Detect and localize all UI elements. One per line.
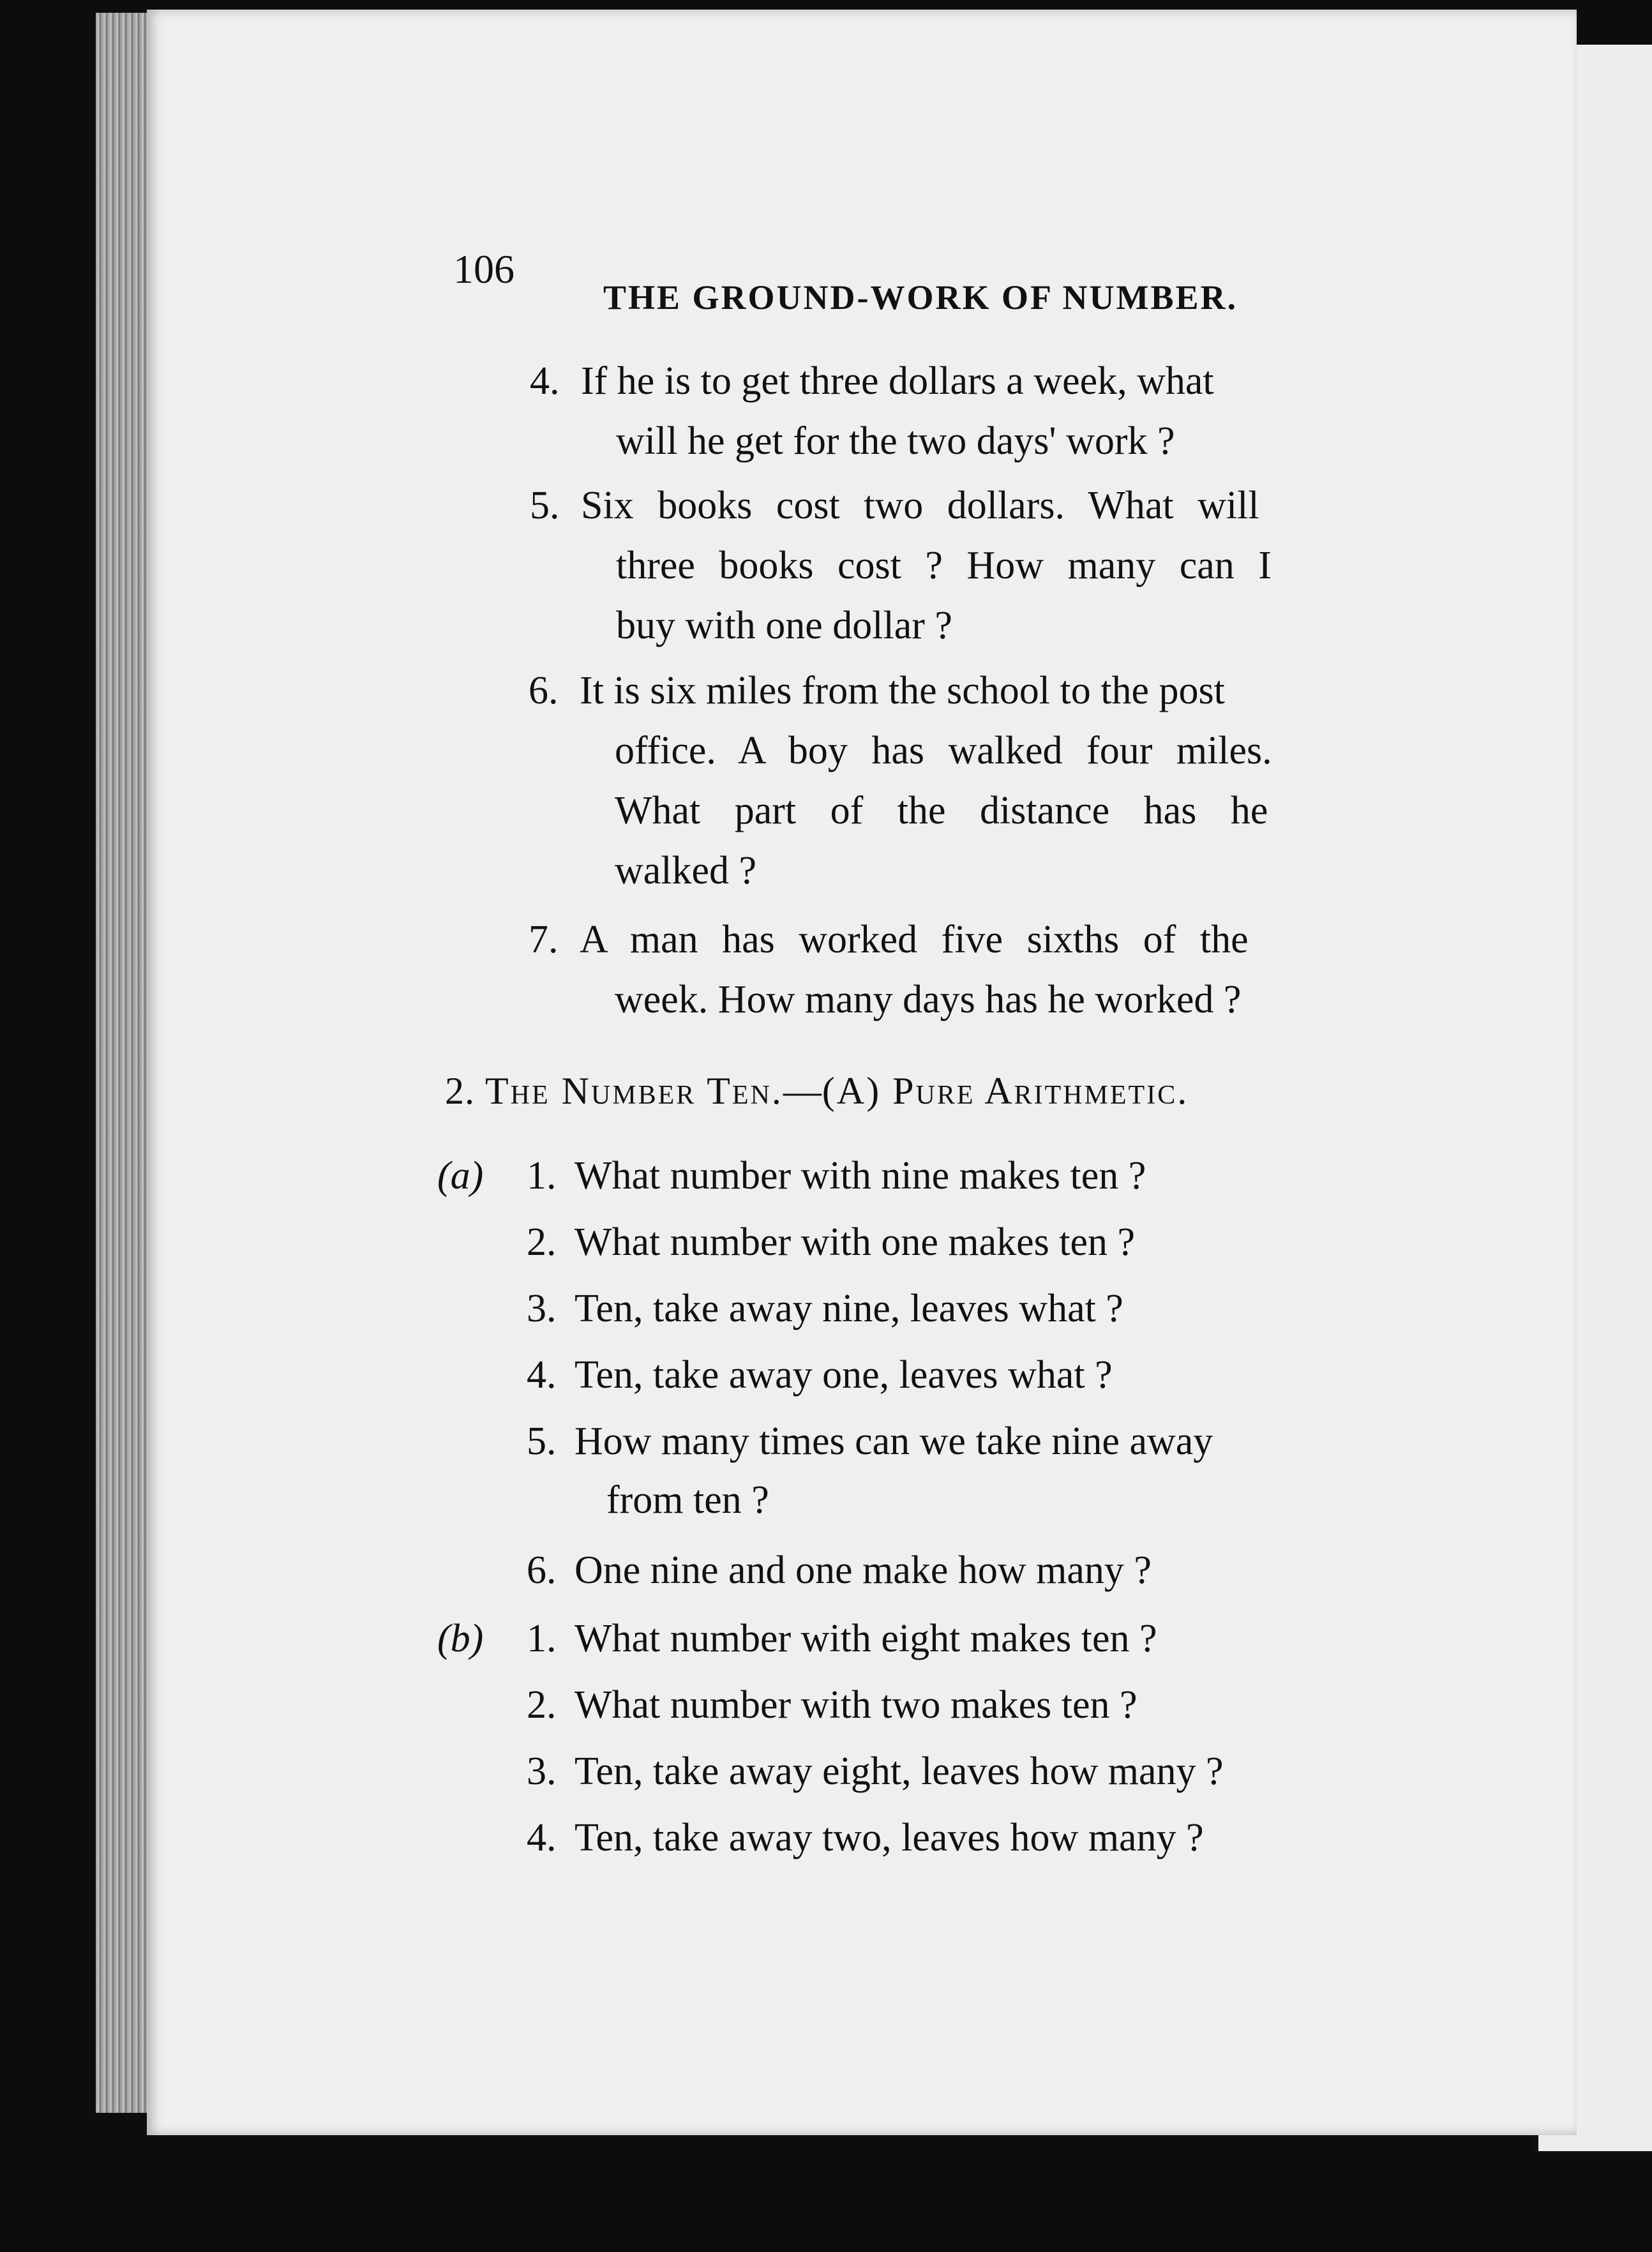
question-line: three books cost ? How many can I <box>616 544 1272 587</box>
item-line: Ten, take away two, leaves how many ? <box>574 1816 1204 1859</box>
item-number: 2. <box>527 1683 557 1727</box>
item-line: What number with two makes ten ? <box>574 1683 1138 1727</box>
question-number: 4. <box>530 359 560 403</box>
item-line: from ten ? <box>606 1478 769 1522</box>
question-line: walked ? <box>615 849 757 892</box>
item-number: 5. <box>527 1420 557 1463</box>
section-subtitle: (A) Pure Arithmetic. <box>822 1070 1189 1112</box>
question-line: What part of the distance has he <box>615 789 1268 832</box>
item-line: Ten, take away eight, leaves how many ? <box>574 1750 1224 1793</box>
section-title: The Number Ten. <box>485 1070 783 1112</box>
question-line: week. How many days has he worked ? <box>615 978 1242 1021</box>
item-number: 3. <box>527 1287 557 1330</box>
question-number: 6. <box>529 669 559 712</box>
question-number: 7. <box>529 918 559 961</box>
question-number: 5. <box>530 484 560 527</box>
item-line: What number with one makes ten ? <box>574 1220 1136 1264</box>
item-number: 2. <box>527 1220 557 1264</box>
item-line: Ten, take away nine, leaves what ? <box>574 1287 1123 1330</box>
group-label: (a) <box>437 1154 484 1197</box>
question-line: If he is to get three dollars a week, what <box>581 359 1214 403</box>
item-number: 1. <box>527 1617 557 1660</box>
section-heading <box>445 1069 1189 1113</box>
running-head: THE GROUND-WORK OF NUMBER. <box>603 278 1238 317</box>
question-line: Six books cost two dollars. What will <box>581 484 1259 527</box>
question-line: A man has worked five sixths of the <box>580 918 1249 961</box>
question-line: It is six miles from the school to the post <box>580 669 1225 712</box>
section-number: 2. <box>445 1070 475 1112</box>
page-number: 106 <box>453 246 514 292</box>
section-dash: — <box>783 1070 822 1112</box>
item-number: 4. <box>527 1816 557 1859</box>
item-number: 4. <box>527 1353 557 1397</box>
item-number: 1. <box>527 1154 557 1197</box>
question-line: office. A boy has walked four miles. <box>615 729 1272 772</box>
item-number: 3. <box>527 1750 557 1793</box>
item-line: Ten, take away one, leaves what ? <box>574 1353 1113 1397</box>
item-number: 6. <box>527 1549 557 1592</box>
item-line: What number with nine makes ten ? <box>574 1154 1146 1197</box>
question-line: buy with one dollar ? <box>616 604 952 647</box>
question-line: will he get for the two days' work ? <box>616 419 1175 463</box>
book-page <box>147 10 1577 2135</box>
item-line: One nine and one make how many ? <box>574 1549 1152 1592</box>
group-label: (b) <box>437 1617 484 1660</box>
item-line: How many times can we take nine away <box>574 1420 1213 1463</box>
item-line: What number with eight makes ten ? <box>574 1617 1157 1660</box>
